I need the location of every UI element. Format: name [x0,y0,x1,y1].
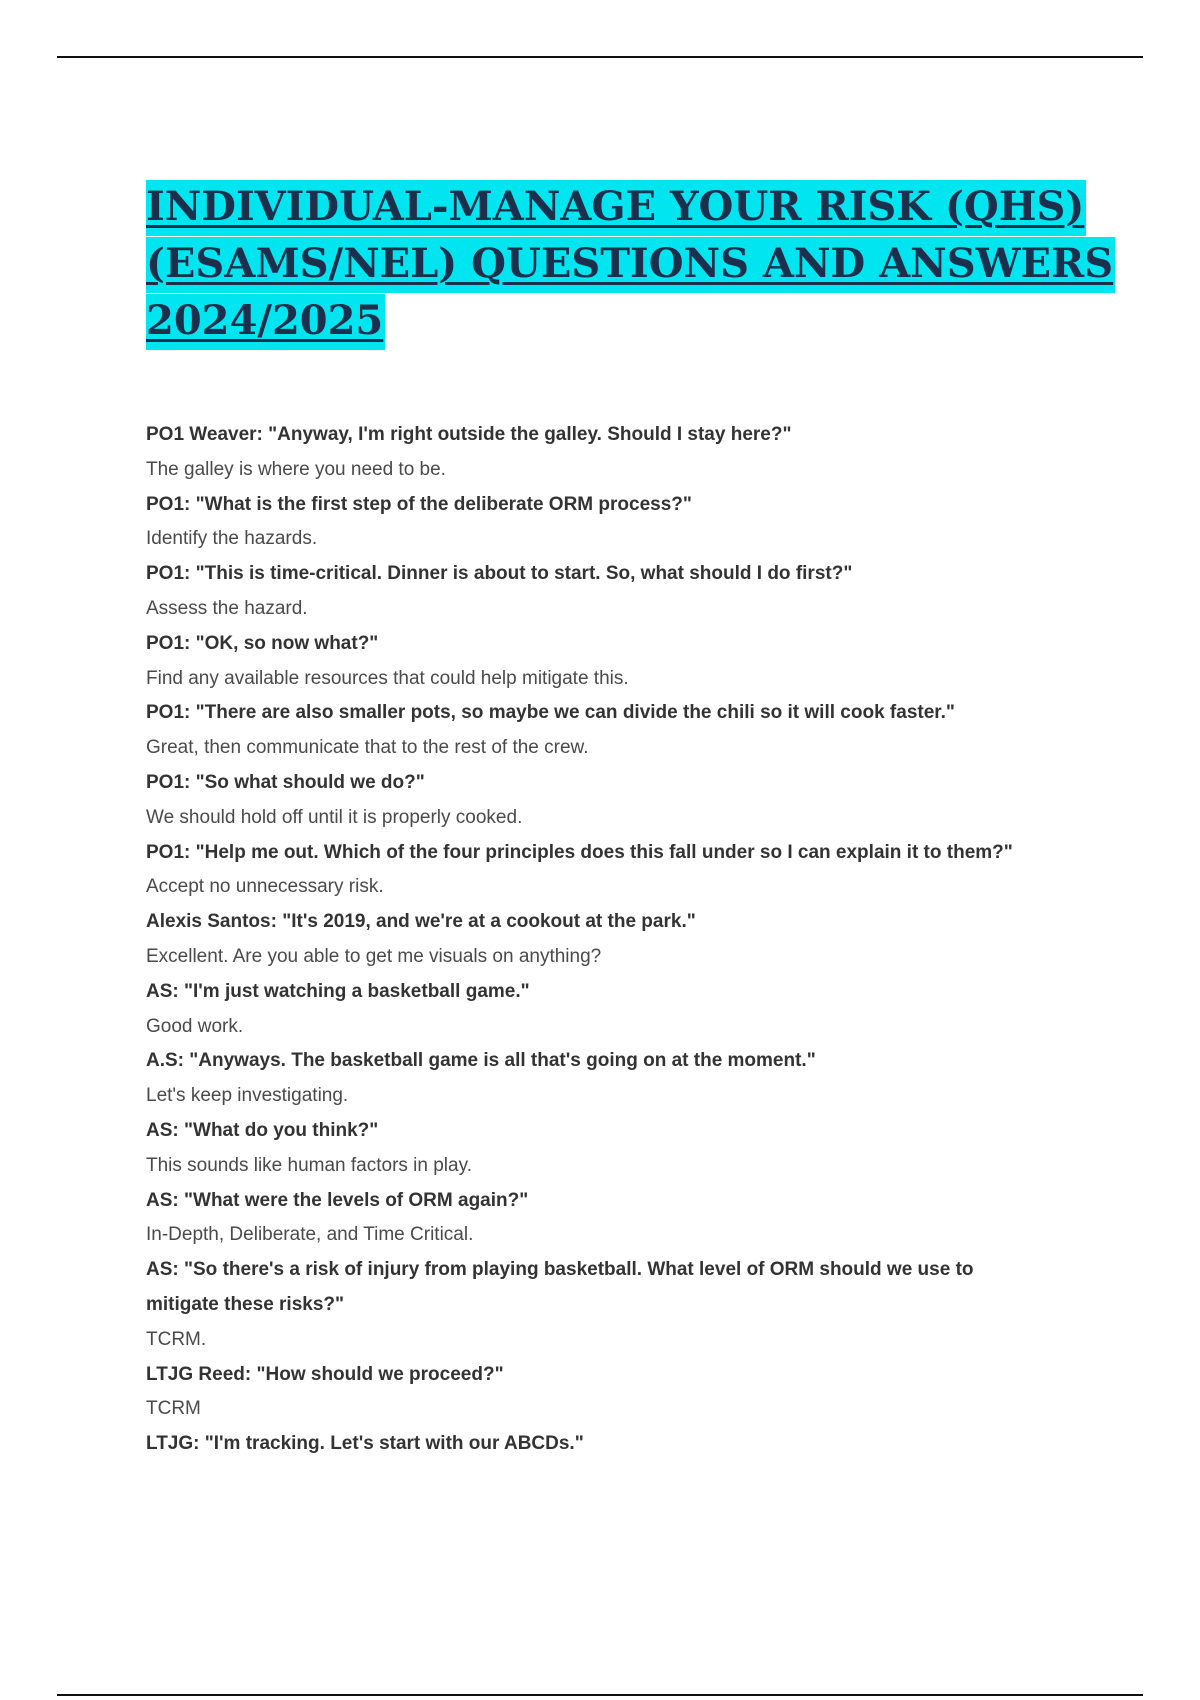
question: PO1: "There are also smaller pots, so maybe we can divide the chili so it will cook faster." [146,702,955,724]
question: AS: "What do you think?" [146,1119,379,1141]
question-line-1: AS: "So there's a risk of injury from playing basketball. What level of ORM should we use to [146,1259,974,1281]
title-line-3: 2024/2025 [146,294,385,350]
answer: The galley is where you need to be. [146,458,446,480]
title-line-1: INDIVIDUAL-MANAGE YOUR RISK (QHS) [146,180,1086,236]
question: AS: "I'm just watching a basketball game." [146,980,530,1002]
answer: We should hold off until it is properly cooked. [146,806,523,828]
question: Alexis Santos: "It's 2019, and we're at a cookout at the park." [146,911,696,933]
top-rule [57,56,1143,58]
qa-list [146,418,1126,1462]
question: PO1: "Help me out. Which of the four principles does this fall under so I can explain it to them?" [146,841,1013,863]
answer: In-Depth, Deliberate, and Time Critical. [146,1224,474,1246]
question-line-2: mitigate these risks?" [146,1293,345,1315]
answer: TCRM. [146,1328,207,1350]
answer: This sounds like human factors in play. [146,1154,472,1176]
question: LTJG Reed: "How should we proceed?" [146,1363,504,1385]
answer: Find any available resources that could help mitigate this. [146,667,629,689]
question: PO1: "What is the first step of the deliberate ORM process?" [146,493,692,515]
answer: Accept no unnecessary risk. [146,876,384,898]
question: PO1: "OK, so now what?" [146,632,379,654]
answer: Great, then communicate that to the rest of the crew. [146,737,589,759]
question: PO1: "So what should we do?" [146,771,425,793]
title-line-2: (ESAMS/NEL) QUESTIONS AND ANSWERS [146,237,1115,293]
answer: TCRM [146,1398,201,1420]
document-title [146,180,1114,351]
question: AS: "What were the levels of ORM again?" [146,1189,529,1211]
answer: Let's keep investigating. [146,1085,349,1107]
question: PO1 Weaver: "Anyway, I'm right outside the galley. Should I stay here?" [146,424,792,445]
answer: Excellent. Are you able to get me visuals on anything? [146,945,602,967]
bottom-rule [57,1694,1143,1696]
question: A.S: "Anyways. The basketball game is all that's going on at the moment." [146,1050,816,1072]
question: LTJG: "I'm tracking. Let's start with our ABCDs." [146,1433,584,1455]
answer: Identify the hazards. [146,528,318,550]
question: PO1: "This is time-critical. Dinner is about to start. So, what should I do first?" [146,563,853,585]
answer: Assess the hazard. [146,597,308,619]
answer: Good work. [146,1015,244,1037]
